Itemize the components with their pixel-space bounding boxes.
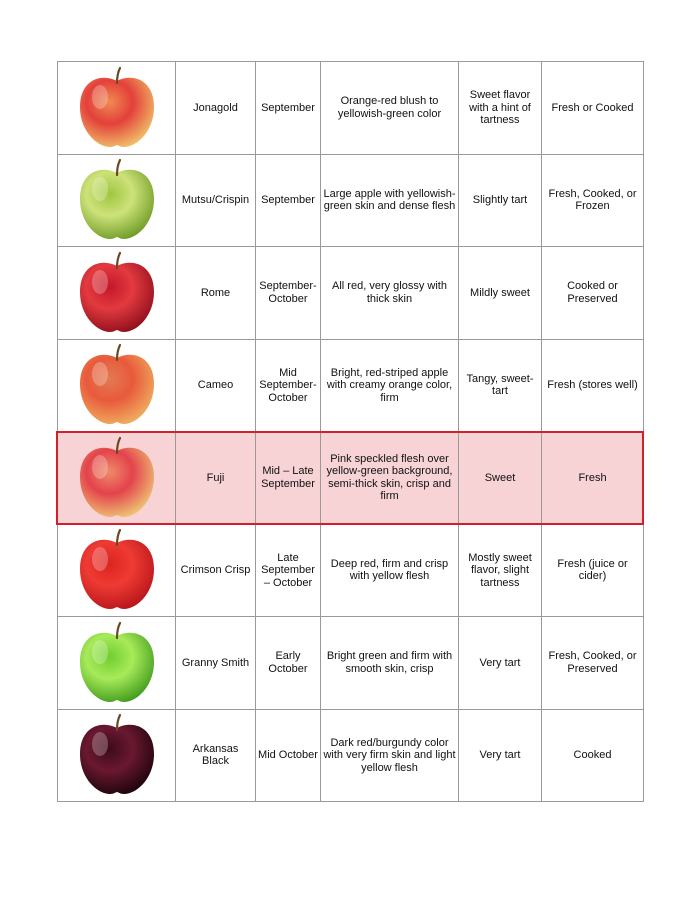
table-row — [58, 524, 644, 617]
table-row — [58, 432, 644, 525]
description-cell: Large apple with yellowish-green skin and dense flesh — [321, 154, 459, 247]
season-cell: September — [256, 62, 321, 155]
apple-varieties-table — [57, 61, 644, 802]
apple-image-cell — [58, 432, 176, 525]
use-cell: Fresh (juice or cider) — [542, 524, 644, 617]
variety-name-cell: Cameo — [176, 339, 256, 432]
apple-image-cell — [58, 709, 176, 802]
jonagold-apple-icon — [72, 65, 162, 151]
use-cell: Fresh, Cooked, or Preserved — [542, 617, 644, 710]
apple-image-cell — [58, 62, 176, 155]
flavor-cell: Very tart — [459, 709, 542, 802]
description-cell: Orange-red blush to yellowish-green color — [321, 62, 459, 155]
variety-name-cell: Arkansas Black — [176, 709, 256, 802]
apple-image-cell — [58, 339, 176, 432]
granny-smith-apple-icon — [72, 620, 162, 706]
season-cell: Mid October — [256, 709, 321, 802]
description-cell: Bright, red-striped apple with creamy orange color, firm — [321, 339, 459, 432]
season-cell: Early October — [256, 617, 321, 710]
use-cell: Fresh, Cooked, or Frozen — [542, 154, 644, 247]
flavor-cell: Very tart — [459, 617, 542, 710]
variety-name-cell: Jonagold — [176, 62, 256, 155]
variety-name-cell: Mutsu/Crispin — [176, 154, 256, 247]
table-row — [58, 154, 644, 247]
season-cell: Late September – October — [256, 524, 321, 617]
description-cell: Pink speckled flesh over yellow-green background, semi-thick skin, crisp and firm — [321, 432, 459, 525]
use-cell: Cooked or Preserved — [542, 247, 644, 340]
flavor-cell: Sweet flavor with a hint of tartness — [459, 62, 542, 155]
description-cell: Dark red/burgundy color with very firm skin and light yellow flesh — [321, 709, 459, 802]
table-row — [58, 62, 644, 155]
apple-image-cell — [58, 247, 176, 340]
crimson-crisp-apple-icon — [72, 527, 162, 613]
apple-image-cell — [58, 154, 176, 247]
description-cell: All red, very glossy with thick skin — [321, 247, 459, 340]
variety-name-cell: Fuji — [176, 432, 256, 525]
flavor-cell: Tangy, sweet-tart — [459, 339, 542, 432]
apple-image-cell — [58, 617, 176, 710]
flavor-cell: Sweet — [459, 432, 542, 525]
fuji-apple-icon — [72, 435, 162, 521]
table-row — [58, 709, 644, 802]
season-cell: Mid – Late September — [256, 432, 321, 525]
use-cell: Fresh — [542, 432, 644, 525]
description-cell: Deep red, firm and crisp with yellow flesh — [321, 524, 459, 617]
use-cell: Fresh (stores well) — [542, 339, 644, 432]
apple-image-cell — [58, 524, 176, 617]
table-row — [58, 617, 644, 710]
table-row — [58, 247, 644, 340]
use-cell: Fresh or Cooked — [542, 62, 644, 155]
season-cell: September — [256, 154, 321, 247]
flavor-cell: Mostly sweet flavor, slight tartness — [459, 524, 542, 617]
variety-name-cell: Rome — [176, 247, 256, 340]
season-cell: September-October — [256, 247, 321, 340]
use-cell: Cooked — [542, 709, 644, 802]
table-body — [58, 62, 644, 802]
description-cell: Bright green and firm with smooth skin, crisp — [321, 617, 459, 710]
variety-name-cell: Crimson Crisp — [176, 524, 256, 617]
mutsu-apple-icon — [72, 157, 162, 243]
flavor-cell: Mildly sweet — [459, 247, 542, 340]
variety-name-cell: Granny Smith — [176, 617, 256, 710]
cameo-apple-icon — [72, 342, 162, 428]
flavor-cell: Slightly tart — [459, 154, 542, 247]
season-cell: Mid September-October — [256, 339, 321, 432]
rome-apple-icon — [72, 250, 162, 336]
table-row — [58, 339, 644, 432]
arkansas-black-apple-icon — [72, 712, 162, 798]
